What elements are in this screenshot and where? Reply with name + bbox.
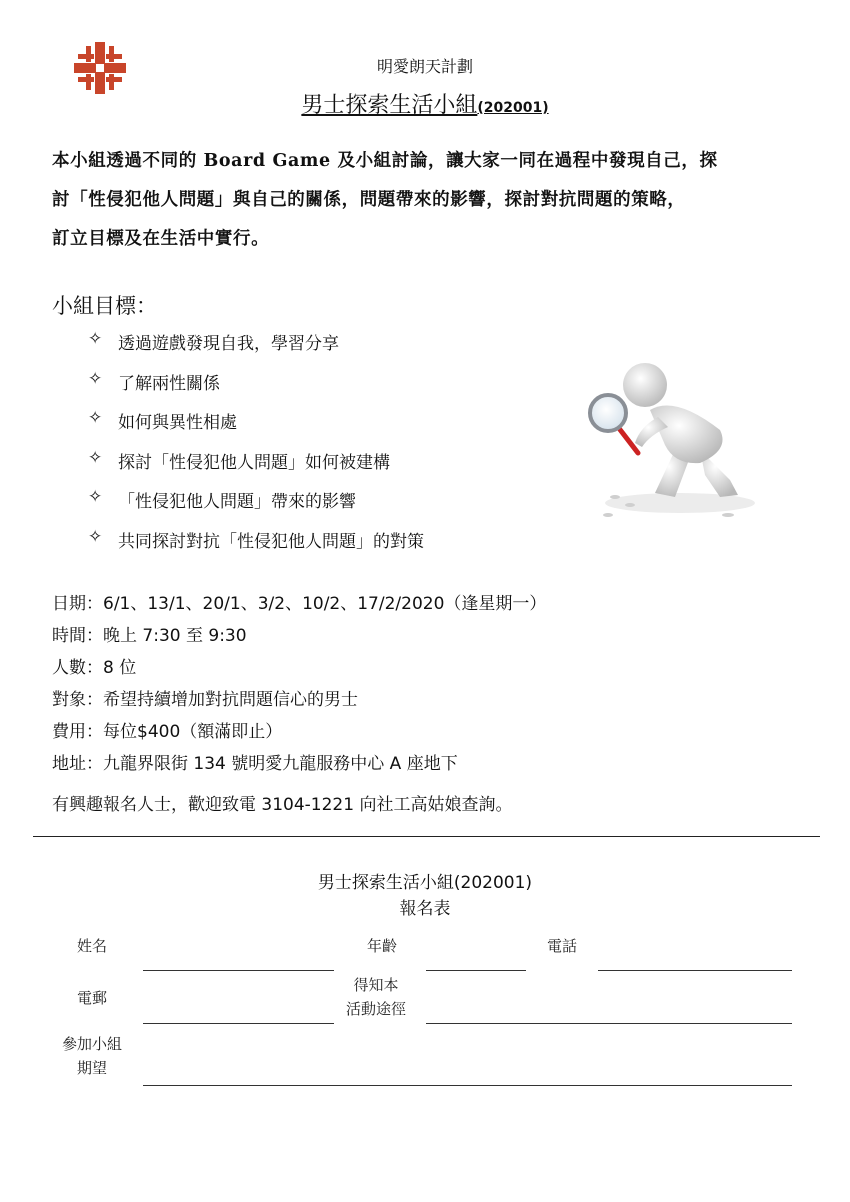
detail-date: 日期：6/1、13/1、20/1、3/2、10/2、17/2/2020（逢星期一） xyxy=(52,594,547,614)
intro-paragraph xyxy=(52,142,812,259)
expectation-field[interactable] xyxy=(143,1085,792,1086)
goals-heading: 小組目標： xyxy=(52,294,157,318)
goal-text: 透過遊戲發現自我，學習分享 xyxy=(118,334,339,354)
title-text: 男士探索生活小組 xyxy=(301,93,478,118)
detail-address: 地址：九龍界限街 134 號明愛九龍服務中心 A 座地下 xyxy=(52,754,458,774)
intro-line: 討「性侵犯他人問題」與自己的關係，問題帶來的影響，探討對抗問題的策略， xyxy=(52,190,686,210)
form-subtitle: 報名表 xyxy=(399,899,451,919)
detail-target: 對象：希望持續增加對抗問題信心的男士 xyxy=(52,690,358,710)
list-item xyxy=(88,408,424,448)
intro-line: 訂立目標及在生活中實行。 xyxy=(52,229,270,249)
goal-text: 了解兩性關係 xyxy=(118,373,220,394)
goal-text: 如何與異性相處 xyxy=(118,413,237,433)
list-item xyxy=(88,448,424,488)
star-bullet-icon: ✧ xyxy=(88,447,103,468)
page-title xyxy=(0,88,850,119)
contact-line: 有興趣報名人士，歡迎致電 3104-1221 向社工高姑娘查詢。 xyxy=(52,795,513,815)
star-bullet-icon: ✧ xyxy=(88,526,103,547)
source-label-line: 得知本 xyxy=(353,976,399,994)
source-label-line: 活動途徑 xyxy=(345,1000,406,1018)
name-label: 姓名 xyxy=(76,937,107,955)
goal-text: 「性侵犯他人問題」帶來的影響 xyxy=(118,492,356,512)
goal-text: 探討「性侵犯他人問題」如何被建構 xyxy=(118,452,390,473)
expectation-label xyxy=(52,1032,132,1080)
phone-label: 電話 xyxy=(546,937,577,955)
detail-fee: 費用：每位$400（額滿即止） xyxy=(52,722,283,742)
star-bullet-icon: ✧ xyxy=(88,329,103,349)
title-code: (202001) xyxy=(477,100,549,116)
detail-time: 時間：晚上 7:30 至 9:30 xyxy=(52,626,247,646)
details-block xyxy=(52,589,546,781)
star-bullet-icon: ✧ xyxy=(88,368,103,389)
detail-people: 人數：8 位 xyxy=(52,658,137,678)
email-field[interactable] xyxy=(143,1023,334,1024)
expectation-label-line: 參加小組 xyxy=(61,1035,122,1053)
star-bullet-icon: ✧ xyxy=(88,408,103,428)
list-item xyxy=(88,487,424,527)
list-item xyxy=(88,369,424,409)
expectation-label-line: 期望 xyxy=(76,1059,107,1077)
org-name: 明愛朗天計劃 xyxy=(376,57,473,76)
list-item xyxy=(88,527,424,567)
phone-field[interactable] xyxy=(598,970,792,971)
source-field[interactable] xyxy=(426,1023,792,1024)
star-bullet-icon: ✧ xyxy=(88,487,103,507)
form-title xyxy=(0,870,850,922)
intro-line: 本小組透過不同的 Board Game 及小組討論，讓大家一同在過程中發現自己，探 xyxy=(52,151,718,171)
magnifier-figure-icon xyxy=(580,355,760,530)
divider xyxy=(33,836,820,837)
list-item xyxy=(88,329,424,369)
age-field[interactable] xyxy=(426,970,526,971)
goals-list xyxy=(88,329,424,566)
goal-text: 共同探討對抗「性侵犯他人問題」的對策 xyxy=(118,531,424,552)
email-label: 電郵 xyxy=(76,989,107,1007)
source-label xyxy=(336,973,416,1021)
form-title-text: 男士探索生活小組(202001) xyxy=(317,873,533,893)
age-label: 年齡 xyxy=(366,937,397,955)
name-field[interactable] xyxy=(143,970,334,971)
